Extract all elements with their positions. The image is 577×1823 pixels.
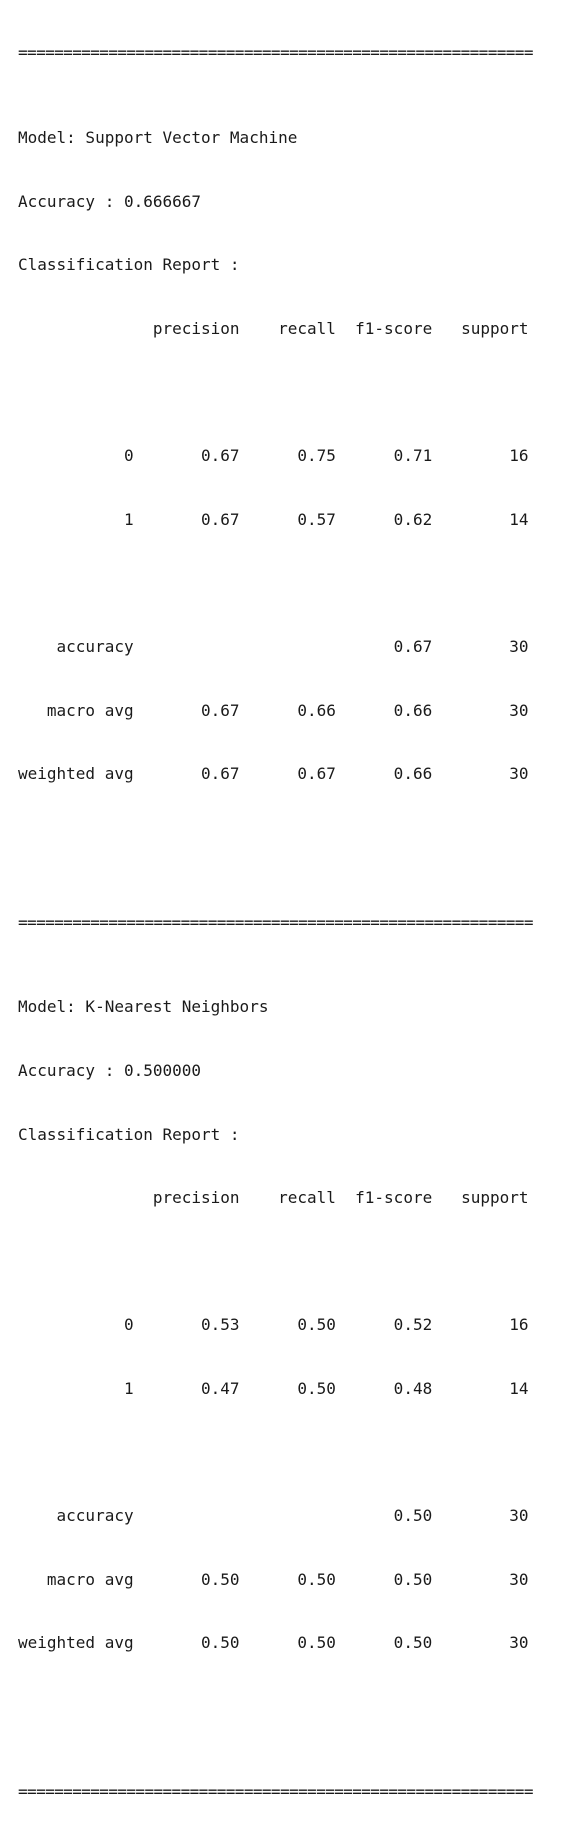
report-row: accuracy 0.50 30	[18, 1506, 529, 1526]
report-title-line: Classification Report :	[18, 1124, 240, 1144]
report-row: 1 0.47 0.50 0.48 14	[18, 1378, 529, 1398]
separator-line: =========================================================	[18, 43, 533, 63]
report-row: weighted avg 0.50 0.50 0.50 30	[18, 1633, 529, 1653]
report-row: macro avg 0.67 0.66 0.66 30	[18, 700, 529, 720]
report-header-row: precision recall f1-score support	[18, 318, 529, 338]
model-name-line: Model: Support Vector Machine	[18, 128, 298, 148]
report-title-line: Classification Report :	[18, 255, 240, 275]
report-row	[0, 827, 577, 848]
report-row	[0, 1696, 577, 1717]
separator-line: =========================================================	[18, 912, 533, 932]
report-header-row: precision recall f1-score support	[18, 1188, 529, 1208]
report-row: accuracy 0.67 30	[18, 636, 529, 656]
separator-line: =========================================================	[18, 1781, 533, 1801]
report-row: 0 0.53 0.50 0.52 16	[18, 1315, 529, 1335]
report-row: weighted avg 0.67 0.67 0.66 30	[18, 764, 529, 784]
report-row	[0, 1441, 577, 1462]
report-row: macro avg 0.50 0.50 0.50 30	[18, 1569, 529, 1589]
report-row: 1 0.67 0.57 0.62 14	[18, 509, 529, 529]
report-row	[0, 1251, 577, 1272]
report-row	[0, 382, 577, 403]
report-row: 0 0.67 0.75 0.71 16	[18, 446, 529, 466]
report-row	[0, 572, 577, 593]
accuracy-line: Accuracy : 0.666667	[18, 191, 202, 211]
accuracy-line: Accuracy : 0.500000	[18, 1060, 202, 1080]
model-name-line: Model: K-Nearest Neighbors	[18, 997, 269, 1017]
